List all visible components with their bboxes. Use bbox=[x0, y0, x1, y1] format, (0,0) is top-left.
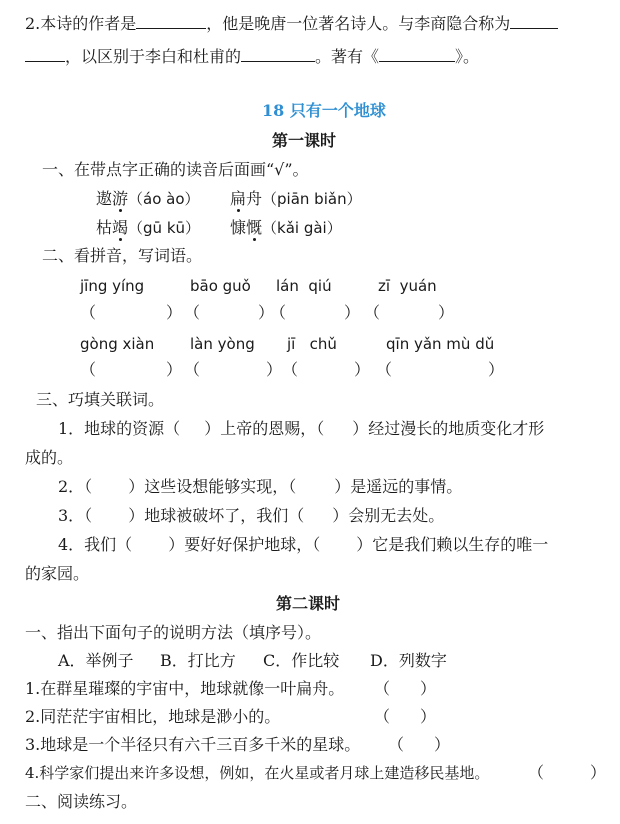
sentence-1-blank[interactable]: （ ） bbox=[374, 679, 437, 698]
answer-box-ziyuan[interactable]: （ ） bbox=[364, 303, 455, 322]
answer-box-lanqiu[interactable]: （ ） bbox=[270, 303, 361, 322]
pair-name-blank-b[interactable] bbox=[25, 45, 65, 62]
q2-line2: ，以区别于李白和杜甫的 。著有《 》。 bbox=[25, 45, 479, 68]
s3-item4: 4．我们（ ）要好好保护地球，（ ）它是我们赖以生存的唯一 bbox=[58, 535, 549, 554]
answer-box-jichu[interactable]: （ ） bbox=[282, 360, 371, 379]
pinyin-options-aoyou[interactable]: （áo ào） bbox=[128, 190, 200, 208]
option-c: C．作比较 bbox=[263, 651, 340, 670]
answer-box-qinyanmudu[interactable]: （ ） bbox=[376, 360, 505, 379]
s3-item2: 2．（ ）这些设想能够实现，（ ）是遥远的事情。 bbox=[58, 477, 463, 496]
sentence-2-blank[interactable]: （ ） bbox=[374, 707, 437, 726]
pinyin-options-bianzhou[interactable]: （piān biǎn） bbox=[262, 190, 362, 208]
s1-heading: 一、在带点字正确的读音后面画“√”。 bbox=[42, 160, 309, 179]
word-aoyou: 遨游（áo ào） bbox=[96, 189, 200, 208]
s3-item1-cont: 成的。 bbox=[25, 448, 74, 467]
poets-blank[interactable] bbox=[241, 45, 315, 62]
pinyin-options-kangkai[interactable]: （kǎi gài） bbox=[262, 219, 342, 237]
pinyin-jingying: jīng yíng bbox=[80, 277, 145, 295]
s3-item1: 1．地球的资源（ ）上帝的恩赐，（ ）经过漫长的地质变化才形 bbox=[58, 419, 545, 438]
answer-box-jingying[interactable]: （ ） bbox=[80, 303, 183, 322]
word-kangkai: 慷慨（kǎi gài） bbox=[230, 218, 342, 237]
pinyin-jichu: jī chǔ bbox=[287, 335, 337, 353]
pinyin-qinyanmudu: qīn yǎn mù dǔ bbox=[386, 335, 495, 353]
sentence-4: 4.科学家们提出来许多设想，例如，在火星或者月球上建造移民基地。 bbox=[25, 764, 490, 782]
pair-name-blank-a[interactable] bbox=[510, 12, 558, 29]
s3-item3: 3．（ ）地球被破坏了，我们（ ）会别无去处。 bbox=[58, 506, 445, 525]
option-b: B．打比方 bbox=[160, 651, 236, 670]
sentence-1: 1.在群星璀璨的宇宙中，地球就像一叶扁舟。 bbox=[25, 679, 345, 698]
s3-item4-cont: 的家园。 bbox=[25, 564, 90, 583]
period2-heading: 第二课时 bbox=[276, 594, 341, 613]
answer-box-lanyong[interactable]: （ ） bbox=[184, 360, 283, 379]
sentence-4-blank[interactable]: （ ） bbox=[528, 763, 607, 782]
answer-box-baoguo[interactable]: （ ） bbox=[184, 303, 275, 322]
author-blank[interactable] bbox=[136, 12, 206, 29]
option-d: D．列数字 bbox=[370, 651, 447, 670]
sentence-3: 3.地球是一个半径只有六千三百多千米的星球。 bbox=[25, 735, 361, 754]
word-bianzhou: 扁舟（piān biǎn） bbox=[230, 189, 362, 208]
pinyin-gongxian: gòng xiàn bbox=[80, 335, 155, 353]
option-a: A．举例子 bbox=[58, 651, 134, 670]
period1-heading: 第一课时 bbox=[272, 131, 337, 150]
sentence-3-blank[interactable]: （ ） bbox=[388, 735, 451, 754]
q2-line1: 2.本诗的作者是 ，他是晚唐一位著名诗人。与李商隐合称为 bbox=[25, 12, 558, 35]
word-kujie: 枯竭（gū kū） bbox=[96, 218, 201, 237]
s3-heading: 三、巧填关联词。 bbox=[36, 390, 165, 409]
pinyin-lanqiu: lán qiú bbox=[276, 277, 332, 295]
pinyin-ziyuan: zī yuán bbox=[378, 277, 437, 295]
reading-heading: 二、阅读练习。 bbox=[25, 792, 138, 811]
sentence-2: 2.同茫茫宇宙相比，地球是渺小的。 bbox=[25, 707, 281, 726]
book-blank[interactable] bbox=[379, 45, 455, 62]
p2-heading: 一、指出下面句子的说明方法（填序号）。 bbox=[25, 623, 322, 642]
pinyin-baoguo: bāo guǒ bbox=[190, 277, 251, 295]
answer-box-gongxian[interactable]: （ ） bbox=[80, 360, 183, 379]
lesson-title: 18 只有一个地球 bbox=[262, 101, 386, 120]
pinyin-options-kujie[interactable]: （gū kū） bbox=[128, 219, 201, 237]
s2-heading: 二、看拼音，写词语。 bbox=[42, 246, 203, 265]
pinyin-lanyong: làn yòng bbox=[190, 335, 255, 353]
